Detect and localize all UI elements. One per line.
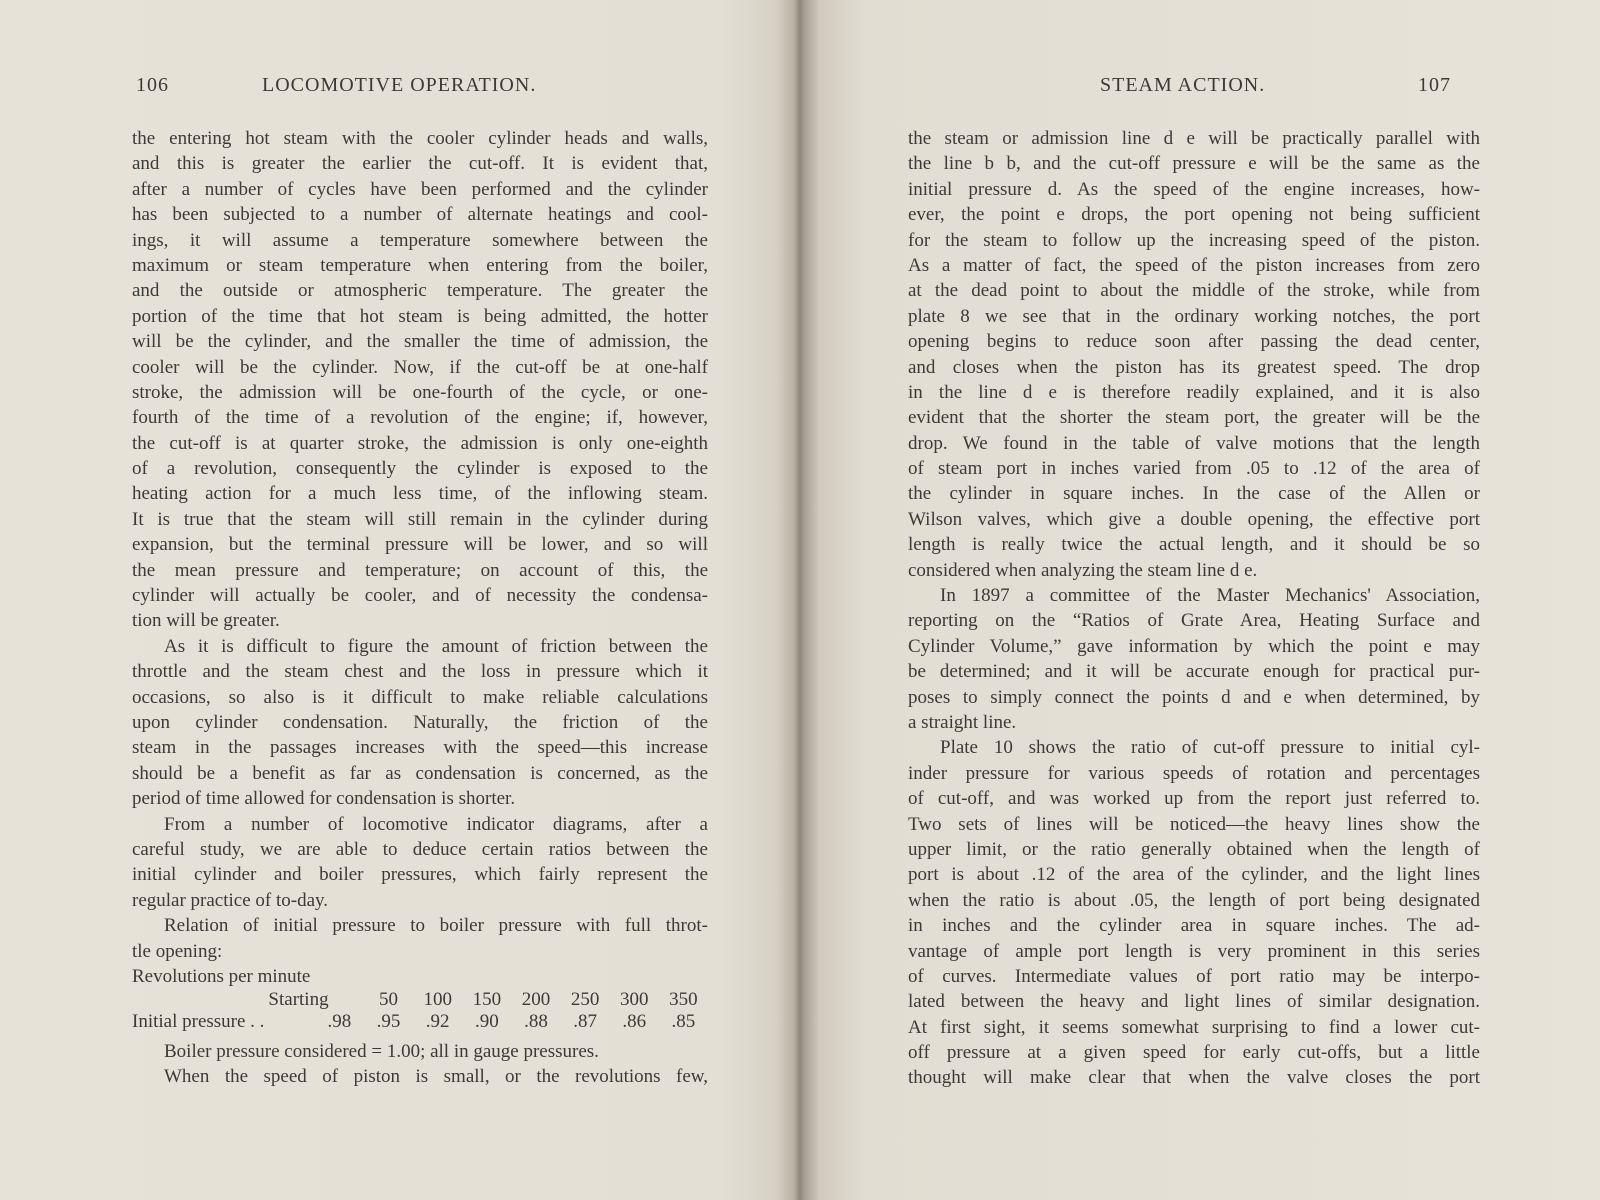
text-line: Boiler pressure considered = 1.00; all in gauge pressures. (164, 1040, 599, 1062)
text-line: poses to simply connect the points d and e when determined, by (908, 686, 1480, 708)
text-line: Plate 10 shows the ratio of cut-off pressure to initial cyl- (940, 737, 1480, 759)
text-line: and the outside or atmospheric temperature. The greater the (132, 280, 708, 302)
text-line: and closes when the piston has its greatest speed. The drop (908, 356, 1480, 378)
table-cell: 250 (570, 988, 600, 1010)
text-line: stroke, the admission will be one-fourth of the cycle, or one- (132, 381, 708, 403)
text-line: when the ratio is about .05, the length of port being designated (908, 889, 1480, 911)
text-line: drop. We found in the table of valve motions that the length (908, 432, 1480, 454)
table-cell: .95 (376, 1010, 401, 1032)
text-line: has been subjected to a number of alternate heatings and cool- (132, 204, 708, 226)
text-line: expansion, but the terminal pressure will be lower, and so will (132, 534, 708, 556)
text-line: upon cylinder condensation. Naturally, the friction of the (132, 711, 708, 733)
table-row (132, 989, 708, 1011)
text-line: tle opening: (132, 940, 223, 962)
text-line: and this is greater the earlier the cut-off. It is evident that, (132, 153, 708, 175)
text-line: port is about .12 of the area of the cylinder, and the light lines (908, 864, 1480, 886)
text-line: after a number of cycles have been performed and the cylinder (132, 178, 708, 200)
text-line: tion will be greater. (132, 610, 280, 632)
text-line: From a number of locomotive indicator diagrams, after a (164, 813, 708, 835)
page-number: 107 (1418, 74, 1451, 96)
text-line: As a matter of fact, the speed of the piston increases from zero (908, 254, 1480, 276)
text-line: Wilson valves, which give a double opening, the effective port (908, 508, 1480, 530)
text-line: vantage of ample port length is very prominent in this series (908, 940, 1480, 962)
text-line: occasions, so also is it difficult to make reliable calculations (132, 686, 708, 708)
running-head: STEAM ACTION. (1100, 74, 1266, 96)
text-line: steam in the passages increases with the speed—this increase (132, 737, 708, 759)
table-cell: .98 (327, 1010, 352, 1032)
text-line: thought will make clear that when the valve closes the port (908, 1067, 1480, 1089)
running-head: LOCOMOTIVE OPERATION. (262, 74, 537, 96)
text-line: the line b b, and the cut-off pressure e will be the same as the (908, 153, 1480, 175)
text-line: will be the cylinder, and the smaller the time of admission, the (132, 331, 708, 353)
text-line: At first sight, it seems somewhat surprising to find a lower cut- (908, 1016, 1480, 1038)
text-line: the cylinder in square inches. In the case of the Allen or (908, 483, 1480, 505)
table-cell: 50 (379, 988, 399, 1010)
text-line: cooler will be the cylinder. Now, if the cut-off be at one-half (132, 356, 708, 378)
text-line: initial pressure d. As the speed of the engine increases, how- (908, 178, 1480, 200)
text-line: inder pressure for various speeds of rotation and percentages (908, 762, 1480, 784)
text-line: in inches and the cylinder area in square inches. The ad- (908, 915, 1480, 937)
table-row-label: Starting (268, 988, 329, 1010)
text-line: maximum or steam temperature when entering from the boiler, (132, 254, 708, 276)
text-line: In 1897 a committee of the Master Mechanics' Association, (940, 585, 1480, 607)
text-line: regular practice of to-day. (132, 889, 329, 911)
text-line: length is really twice the actual length, and it should be so (908, 534, 1480, 556)
text-line: ings, it will assume a temperature somewhere between the (132, 229, 708, 251)
text-line: the mean pressure and temperature; on account of this, the (132, 559, 708, 581)
text-line: in the line d e is therefore readily explained, and it is also (908, 381, 1480, 403)
table-row-label: Initial pressure . . (132, 1010, 265, 1032)
text-line: lated between the heavy and light lines of similar designation. (908, 991, 1480, 1013)
text-line: plate 8 we see that in the ordinary working notches, the port (908, 305, 1480, 327)
text-line: Relation of initial pressure to boiler pressure with full throt- (164, 915, 708, 937)
text-line: evident that the shorter the steam port, the greater will be the (908, 407, 1480, 429)
text-line: the cut-off is at quarter stroke, the admission is only one-eighth (132, 432, 708, 454)
text-line: Cylinder Volume,” gave information by which the point e may (908, 635, 1480, 657)
text-line: initial cylinder and boiler pressures, which fairly represent the (132, 864, 708, 886)
text-line: ever, the point e drops, the port opening not being sufficient (908, 204, 1480, 226)
text-line: off pressure at a given speed for early cut-offs, but a little (908, 1042, 1480, 1064)
table-cell: .85 (671, 1010, 696, 1032)
text-line: of steam port in inches varied from .05 to .12 of the area of (908, 458, 1480, 480)
right-body-text (908, 126, 1480, 1091)
text-line: careful study, we are able to deduce certain ratios between the (132, 838, 708, 860)
table-cell: .88 (524, 1010, 548, 1032)
text-line: It is true that the steam will still remain in the cylinder during (132, 508, 708, 530)
text-line: a straight line. (908, 711, 1017, 733)
text-line: As it is difficult to figure the amount of friction between the (164, 635, 708, 657)
text-line: heating action for a much less time, of the inflowing steam. (132, 483, 708, 505)
text-line: throttle and the steam chest and the loss in pressure which it (132, 661, 708, 683)
text-line: When the speed of piston is small, or the revolutions few, (164, 1066, 708, 1088)
table-cell: .87 (573, 1010, 597, 1032)
table-cell: 300 (620, 988, 649, 1010)
text-line: for the steam to follow up the increasing speed of the piston. (908, 229, 1480, 251)
table-cell: .86 (622, 1010, 647, 1032)
text-line: portion of the time that hot steam is being admitted, the hotter (132, 305, 708, 327)
table-cell: .92 (425, 1010, 450, 1032)
table-cell: 200 (521, 988, 551, 1010)
text-line: of cut-off, and was worked up from the report just referred to. (908, 788, 1480, 810)
text-line: Two sets of lines will be noticed—the heavy lines show the (908, 813, 1480, 835)
text-line: be determined; and it will be accurate enough for practical pur- (908, 661, 1480, 683)
table-row (132, 1011, 708, 1033)
text-line: should be a benefit as far as condensation is concerned, as the (132, 762, 708, 784)
page-number: 106 (136, 74, 169, 96)
text-line: cylinder will actually be cooler, and of necessity the condensa- (132, 585, 708, 607)
text-line: opening begins to reduce soon after passing the dead center, (908, 331, 1480, 353)
text-line: reporting on the “Ratios of Grate Area, Heating Surface and (908, 610, 1480, 632)
text-line: the steam or admission line d e will be practically parallel with (908, 128, 1480, 149)
text-line: upper limit, or the ratio generally obtained when the length of (908, 838, 1480, 860)
text-line: at the dead point to about the middle of the stroke, while from (908, 280, 1480, 302)
text-line: of curves. Intermediate values of port ratio may be interpo- (908, 965, 1480, 987)
table-cell: .90 (474, 1010, 499, 1032)
table-cell: 100 (423, 988, 452, 1010)
left-body-text (132, 126, 708, 1090)
text-line: considered when analyzing the steam line d e. (908, 559, 1258, 581)
text-line: fourth of the time of a revolution of the engine; if, however, (132, 407, 708, 429)
pressure-table (132, 964, 708, 1033)
text-line: period of time allowed for condensation is shorter. (132, 788, 516, 810)
table-cell: 150 (472, 988, 502, 1010)
table-cell: 350 (669, 988, 698, 1010)
text-line: of a revolution, consequently the cylinder is exposed to the (132, 458, 708, 480)
text-line: the entering hot steam with the cooler cylinder heads and walls, (132, 128, 708, 149)
table-title: Revolutions per minute (132, 965, 311, 987)
